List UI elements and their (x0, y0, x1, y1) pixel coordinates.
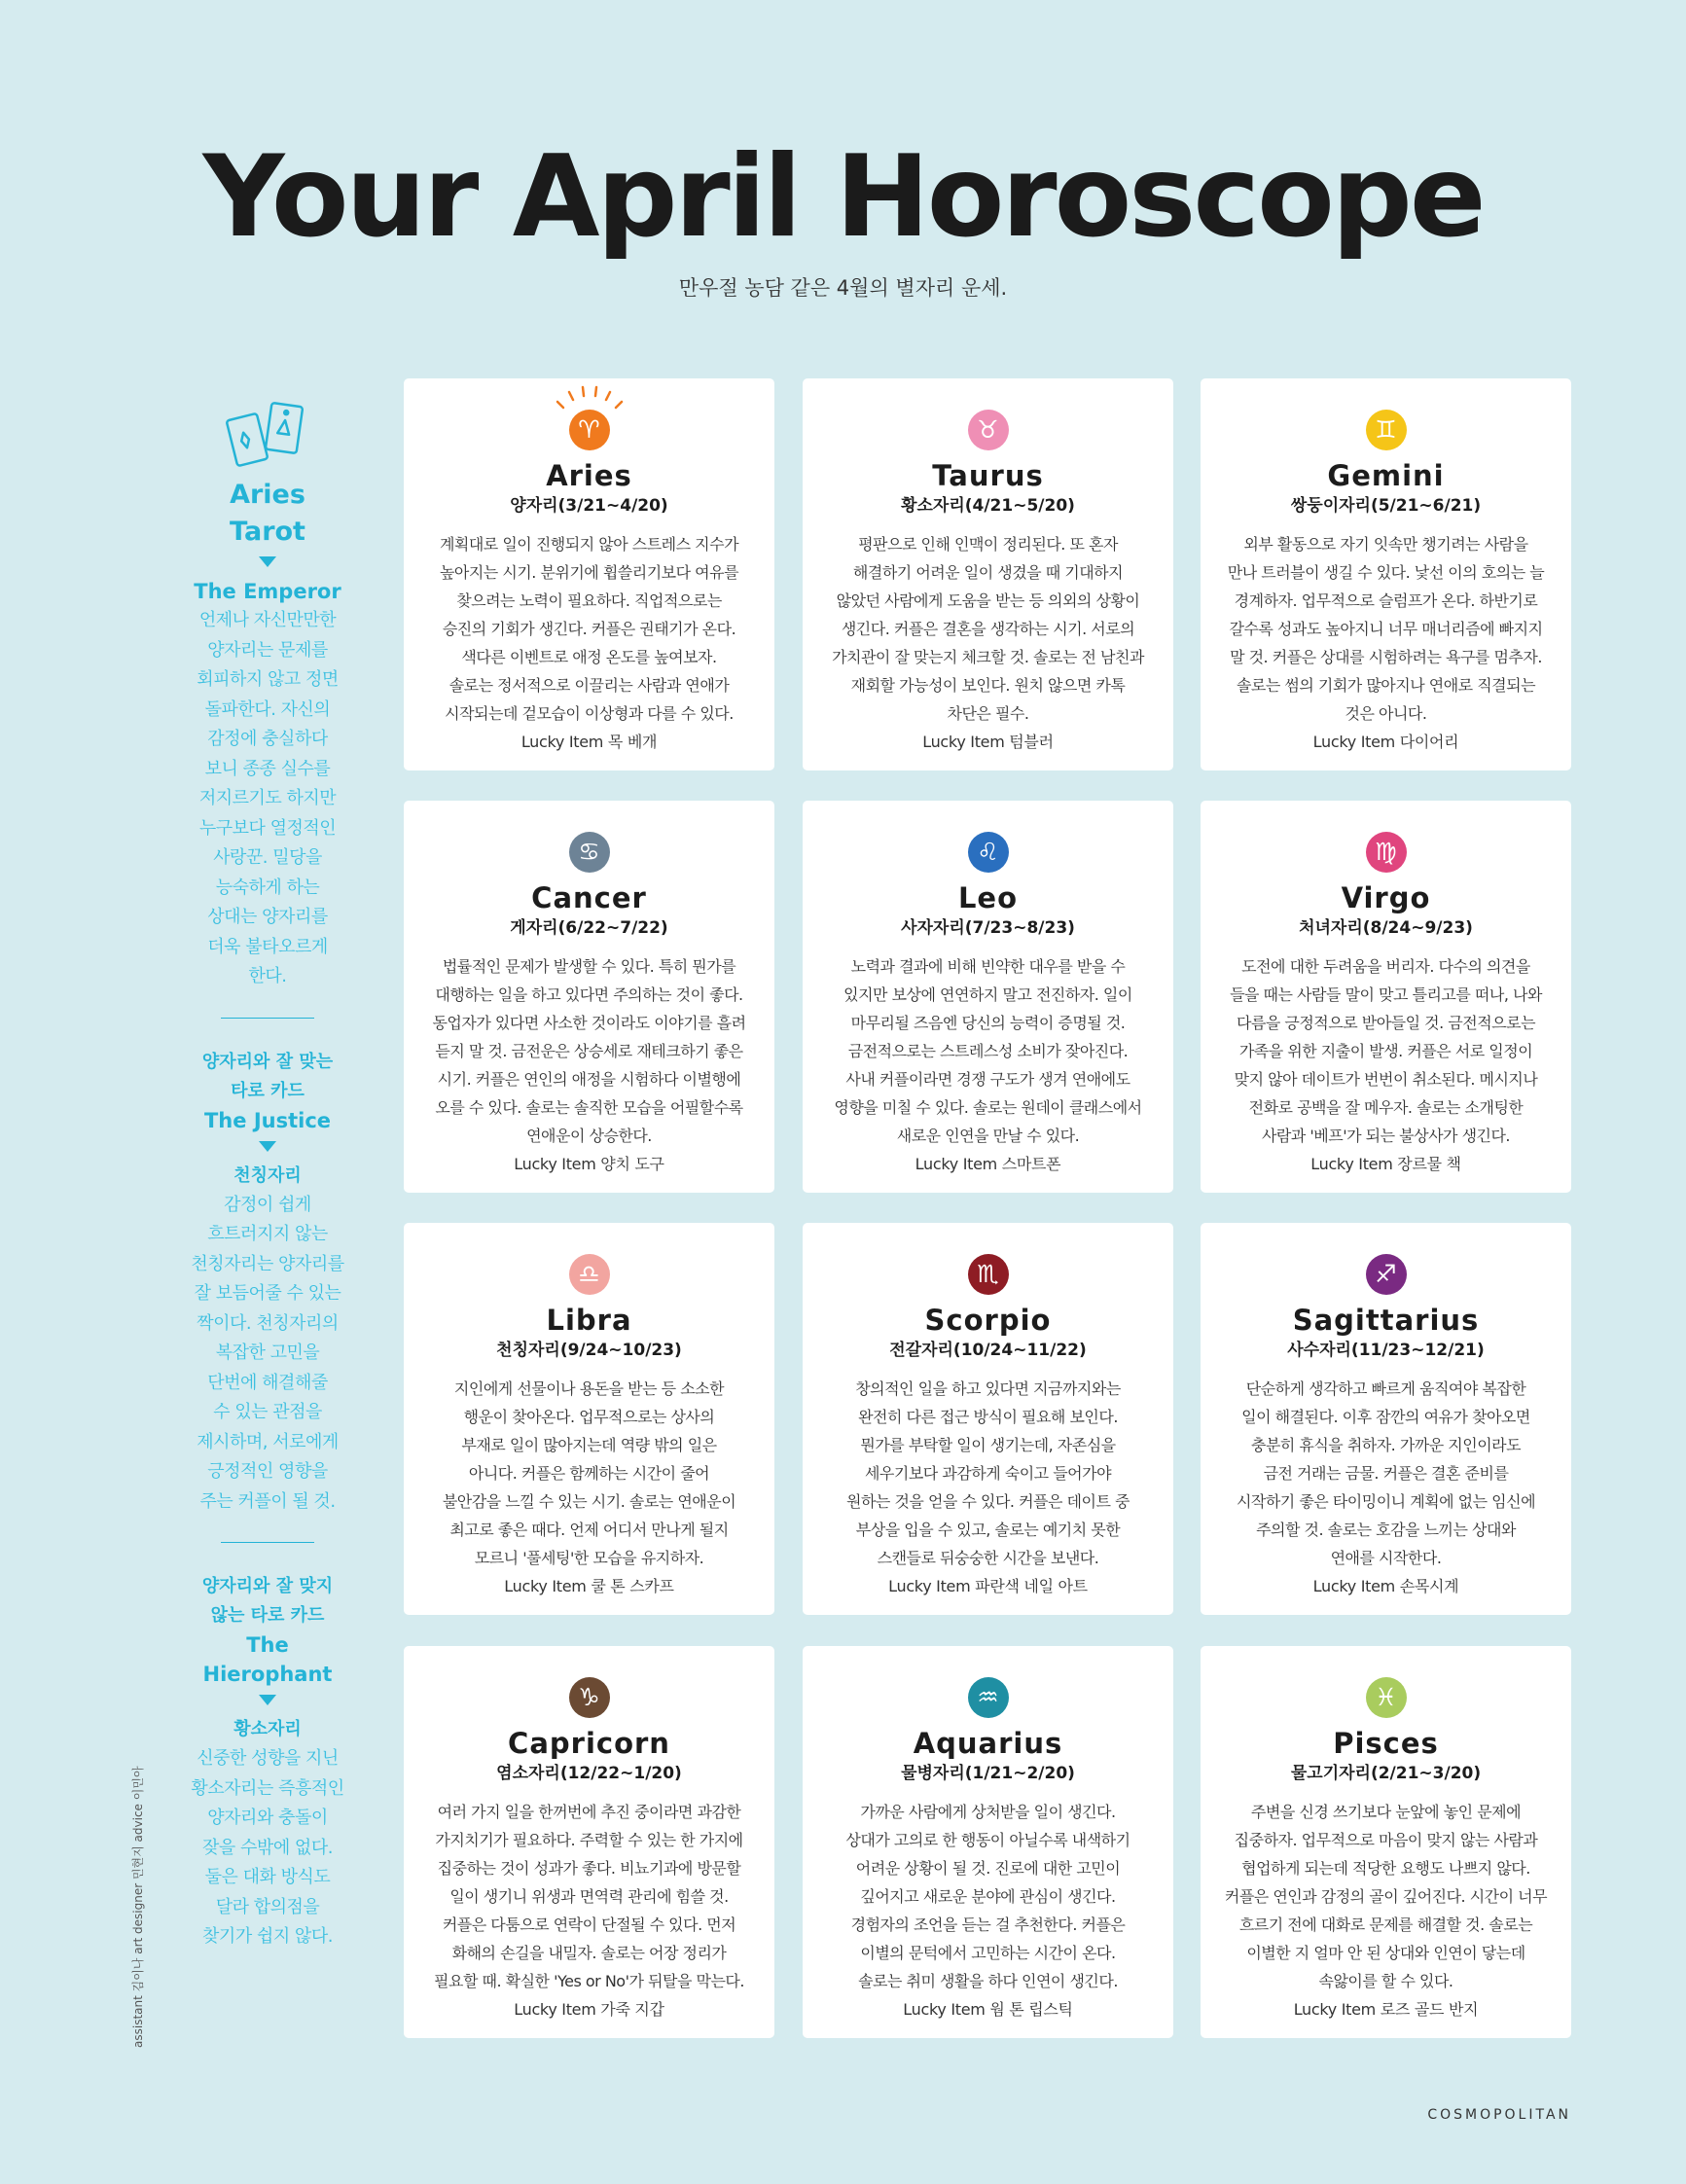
sidebar-card-body: 언제나 자신만만한 양자리는 문제를 회피하지 않고 정면 돌파한다. 자신의 감정에 충실하다 보니 종종 실수를 저지르기도 하지만 누구보다 열정적인 사랑꾼. 밀당을 능숙하게 하는 상대는 양자리를 더욱 불타오르게 한다. (197, 610, 339, 986)
sign-description: 가까운 사람에게 상처받을 일이 생긴다. 상대가 고의로 한 행동이 아닐수록 내색하기 어려운 상황이 될 것. 진로에 대한 고민이 깊어지고 새로운 분야에 관심이 생긴다. 경험자의 조언을 듣는 걸 추천한다. 커플은 이별의 문턱에서 고민하는 시간이 온다. 솔로는 취미 생활을 하다 인연이 생긴다. (845, 1803, 1130, 1990)
sign-card-aries (404, 378, 774, 770)
sign-name: Cancer (531, 881, 647, 914)
aquarius-symbol-icon: ♒ (968, 1677, 1009, 1718)
sign-name: Pisces (1333, 1727, 1439, 1760)
sign-name: Taurus (932, 459, 1044, 492)
sign-description: 외부 활동으로 자기 잇속만 챙기려는 사람을 만나 트러블이 생길 수 있다. 낯선 이의 호의는 늘 경계하자. 업무적으로 슬럼프가 온다. 하반기로 갈수록 성과도 높아지니 너무 매너리즘에 빠지지 말 것. 커플은 상대를 시험하려는 욕구를 멈추자. 솔로는 썸의 기회가 많아지나 연애로 직결되는 것은 아니다. (1227, 535, 1545, 723)
sign-description: 단순하게 생각하고 빠르게 움직여야 복잡한 일이 해결된다. 이후 잠깐의 여유가 찾아오면 충분히 휴식을 취하자. 가까운 지인이라도 금전 거래는 금물. 커플은 결혼 준비를 시작하기 좋은 타이밍이니 계획에 없는 임신에 주의할 것. 솔로는 호감을 느끼는 상대와 연애를 시작한다. (1236, 1379, 1536, 1567)
mismatch-sign: 황소자리 (233, 1719, 302, 1739)
sign-dates: 천칭자리(9/24~10/23) (496, 1341, 682, 1360)
sign-description: 노력과 결과에 비해 빈약한 대우를 받을 수 있지만 보상에 연연하지 말고 전진하자. 일이 마무리될 즈음엔 당신의 능력이 증명될 것. 금전적으로는 스트레스성 소비가 잦아진다. 사내 커플이라면 경쟁 구도가 생겨 연애에도 영향을 미칠 수 있다. 솔로는 원데이 클래스에서 새로운 인연을 만날 수 있다. (834, 957, 1142, 1145)
sign-description: 창의적인 일을 하고 있다면 지금까지와는 완전히 다른 접근 방식이 필요해 보인다. 뭔가를 부탁할 일이 생기는데, 자존심을 세우기보다 과감하게 숙이고 들어가야 원하는 것을 얻을 수 있다. 커플은 데이트 중 부상을 입을 수 있고, 솔로는 예기치 못한 스캔들로 뒤숭숭한 시간을 보낸다. (846, 1379, 1130, 1567)
sign-dates: 물병자리(1/21~2/20) (901, 1764, 1075, 1783)
mismatch-label: 양자리와 잘 맞지 않는 타로 카드 (201, 1576, 334, 1626)
sign-name: Virgo (1341, 881, 1431, 914)
sign-dates: 황소자리(4/21~5/20) (901, 496, 1075, 516)
sign-dates: 물고기자리(2/21~3/20) (1290, 1764, 1482, 1783)
aries-symbol-icon: ♈ (569, 410, 610, 450)
lucky-item: Lucky Item 양치 도구 (514, 1155, 664, 1173)
virgo-symbol-icon: ♍ (1366, 832, 1407, 873)
sign-dates: 염소자리(12/22~1/20) (496, 1764, 682, 1783)
sidebar-tarot (185, 399, 350, 1952)
sign-name: Aquarius (913, 1727, 1063, 1760)
sign-description: 여러 가지 일을 한꺼번에 추진 중이라면 과감한 가지치기가 필요하다. 주력할 수 있는 한 가지에 집중하는 것이 성과가 좋다. 비뇨기과에 방문할 일이 생기니 위생과 면역력 관리에 힘쓸 것. 커플은 다툼으로 연락이 단절될 수 있다. 먼저 화해의 손길을 내밀자. 솔로는 어장 정리가 필요할 때. 확실한 'Yes or No'가 뒤탈을 막는다. (434, 1803, 744, 1990)
sign-card-cancer (404, 801, 774, 1193)
brand-footer: COSMOPOLITAN (1427, 2107, 1571, 2123)
lucky-item: Lucky Item 가죽 지갑 (514, 2000, 664, 2019)
mismatch-card-name: The Hierophant (202, 1633, 333, 1686)
sign-name: Gemini (1327, 459, 1445, 492)
sunburst-icon (554, 384, 626, 413)
lucky-item: Lucky Item 목 베개 (520, 733, 658, 751)
sign-card-aquarius (803, 1646, 1173, 2038)
sign-card-leo (803, 801, 1173, 1193)
mismatch-body: 신중한 성향을 지닌 황소자리는 즉흥적인 양자리와 충돌이 잦을 수밖에 없다. 둘은 대화 방식도 달라 합의점을 찾기가 쉽지 않다. (191, 1748, 344, 1947)
sign-dates: 처녀자리(8/24~9/23) (1299, 918, 1473, 938)
horoscope-grid (404, 378, 1571, 2040)
page-title: Your April Horoscope (202, 131, 1484, 263)
pisces-symbol-icon: ♓ (1366, 1677, 1407, 1718)
tarot-cards-icon (224, 399, 311, 477)
cancer-symbol-icon: ♋ (569, 832, 610, 873)
leo-symbol-icon: ♌ (968, 832, 1009, 873)
sign-description: 지인에게 선물이나 용돈을 받는 등 소소한 행운이 찾아온다. 업무적으로는 상사의 부재로 일이 많아지는데 역량 밖의 일은 아니다. 커플은 함께하는 시간이 줄어 불안감을 느낄 수 있는 시기. 솔로는 연애운이 최고로 좋은 때다. 언제 어디서 만나게 될지 모르니 '풀세팅'한 모습을 유지하자. (442, 1379, 736, 1567)
sidebar-heading-line2: Tarot (230, 517, 305, 547)
triangle-down-icon (259, 1695, 276, 1705)
lucky-item: Lucky Item 텀블러 (922, 733, 1054, 751)
match-card-name: The Justice (203, 1108, 332, 1132)
lucky-item: Lucky Item 로즈 골드 반지 (1293, 2000, 1479, 2019)
sign-card-virgo (1201, 801, 1571, 1193)
sidebar-heading-line1: Aries (230, 480, 305, 510)
lucky-item: Lucky Item 스마트폰 (915, 1155, 1061, 1173)
sign-card-gemini (1201, 378, 1571, 770)
sign-card-pisces (1201, 1646, 1571, 2038)
sign-description: 도전에 대한 두려움을 버리자. 다수의 의견을 들을 때는 사람들 말이 맞고 틀리고를 떠나, 나와 다름을 긍정적으로 받아들일 것. 금전적으로는 가족을 위한 지출이 발생. 커플은 서로 일정이 맞지 않아 데이트가 번번이 취소된다. 메시지나 전화로 공백을 잘 메우자. 솔로는 소개팅한 사람과 '베프'가 되는 불상사가 생긴다. (1230, 957, 1542, 1145)
sign-name: Scorpio (924, 1304, 1052, 1337)
sign-description: 평판으로 인해 인맥이 정리된다. 또 혼자 해결하기 어려운 일이 생겼을 때 기대하지 않았던 사람에게 도움을 받는 등 의외의 상황이 생긴다. 커플은 결혼을 생각하는 시기. 서로의 가치관이 잘 맞는지 체크할 것. 솔로는 전 남친과 재회할 가능성이 보인다. 원치 않으면 카톡 차단은 필수. (832, 535, 1144, 723)
page-subtitle: 만우절 농담 같은 4월의 별자리 운세. (678, 276, 1008, 300)
sign-description: 계획대로 일이 진행되지 않아 스트레스 지수가 높아지는 시기. 분위기에 휩쓸리기보다 여유를 찾으려는 노력이 필요하다. 직업적으로는 승진의 기회가 생긴다. 커플은 권태기가 온다. 색다른 이벤트로 애정 온도를 높여보자. 솔로는 정서적으로 이끌리는 사람과 연애가 시작되는데 겉모습이 이상형과 다를 수 있다. (439, 535, 739, 723)
sidebar-card-name: The Emperor (194, 580, 341, 603)
sign-card-capricorn (404, 1646, 774, 2038)
triangle-down-icon (259, 556, 276, 567)
scorpio-symbol-icon: ♏ (968, 1254, 1009, 1295)
sign-card-scorpio (803, 1223, 1173, 1615)
sign-card-libra (404, 1223, 774, 1615)
credits: assistant 김이나 art designer 민현지 advice 이민아 (131, 1766, 145, 2048)
sign-card-sagittarius (1201, 1223, 1571, 1615)
match-label: 양자리와 잘 맞는 타로 카드 (201, 1051, 334, 1101)
sign-name: Leo (957, 881, 1019, 914)
match-body: 감정이 쉽게 흐트러지지 않는 천칭자리는 양자리를 잘 보듬어줄 수 있는 짝이다. 천칭자리의 복잡한 고민을 단번에 해결해줄 수 있는 관점을 제시하며, 서로에게 긍정적인 영향을 주는 커플이 될 것. (191, 1194, 344, 1512)
sign-dates: 사자자리(7/23~8/23) (901, 918, 1075, 938)
lucky-item: Lucky Item 웜 톤 립스틱 (903, 2000, 1073, 2019)
capricorn-symbol-icon: ♑ (569, 1677, 610, 1718)
sign-dates: 양자리(3/21~4/20) (510, 496, 668, 516)
lucky-item: Lucky Item 장르물 책 (1310, 1155, 1461, 1173)
sign-dates: 전갈자리(10/24~11/22) (889, 1341, 1087, 1360)
sagittarius-symbol-icon: ♐ (1366, 1254, 1407, 1295)
sidebar-divider (221, 1542, 314, 1543)
libra-symbol-icon: ♎ (569, 1254, 610, 1295)
sign-dates: 사수자리(11/23~12/21) (1287, 1341, 1485, 1360)
match-sign: 천칭자리 (233, 1164, 302, 1186)
lucky-item: Lucky Item 쿨 톤 스카프 (504, 1577, 674, 1595)
sign-card-taurus (803, 378, 1173, 770)
sign-name: Aries (546, 459, 632, 492)
taurus-symbol-icon: ♉ (968, 410, 1009, 450)
sign-dates: 쌍둥이자리(5/21~6/21) (1290, 496, 1482, 516)
lucky-item: Lucky Item 파란색 네일 아트 (888, 1577, 1088, 1595)
sign-description: 법률적인 문제가 발생할 수 있다. 특히 뭔가를 대행하는 일을 하고 있다면 주의하는 것이 좋다. 동업자가 있다면 사소한 것이라도 이야기를 흘려 듣지 말 것. 금전운은 상승세로 재테크하기 좋은 시기. 커플은 연인의 애정을 시험하다 이별행에 오를 수 있다. 솔로는 솔직한 모습을 어필할수록 연애운이 상승한다. (432, 957, 746, 1145)
gemini-symbol-icon: ♊ (1366, 410, 1407, 450)
triangle-down-icon (259, 1141, 276, 1152)
sign-dates: 게자리(6/22~7/22) (510, 918, 668, 938)
lucky-item: Lucky Item 손목시계 (1312, 1577, 1459, 1595)
sign-name: Libra (546, 1304, 632, 1337)
sign-description: 주변을 신경 쓰기보다 눈앞에 놓인 문제에 집중하자. 업무적으로 마음이 맞지 않는 사람과 협업하게 되는데 적당한 요행도 나쁘지 않다. 커플은 연인과 감정의 골이 깊어진다. 시간이 너무 흐르기 전에 대화로 문제를 해결할 것. 솔로는 이별한 지 얼마 안 된 상대와 인연이 닿는데 속앓이를 할 수 있다. (1224, 1803, 1548, 1990)
sign-name: Capricorn (508, 1727, 670, 1760)
sign-name: Sagittarius (1292, 1304, 1480, 1337)
lucky-item: Lucky Item 다이어리 (1312, 733, 1459, 751)
sidebar-divider (221, 1018, 314, 1019)
